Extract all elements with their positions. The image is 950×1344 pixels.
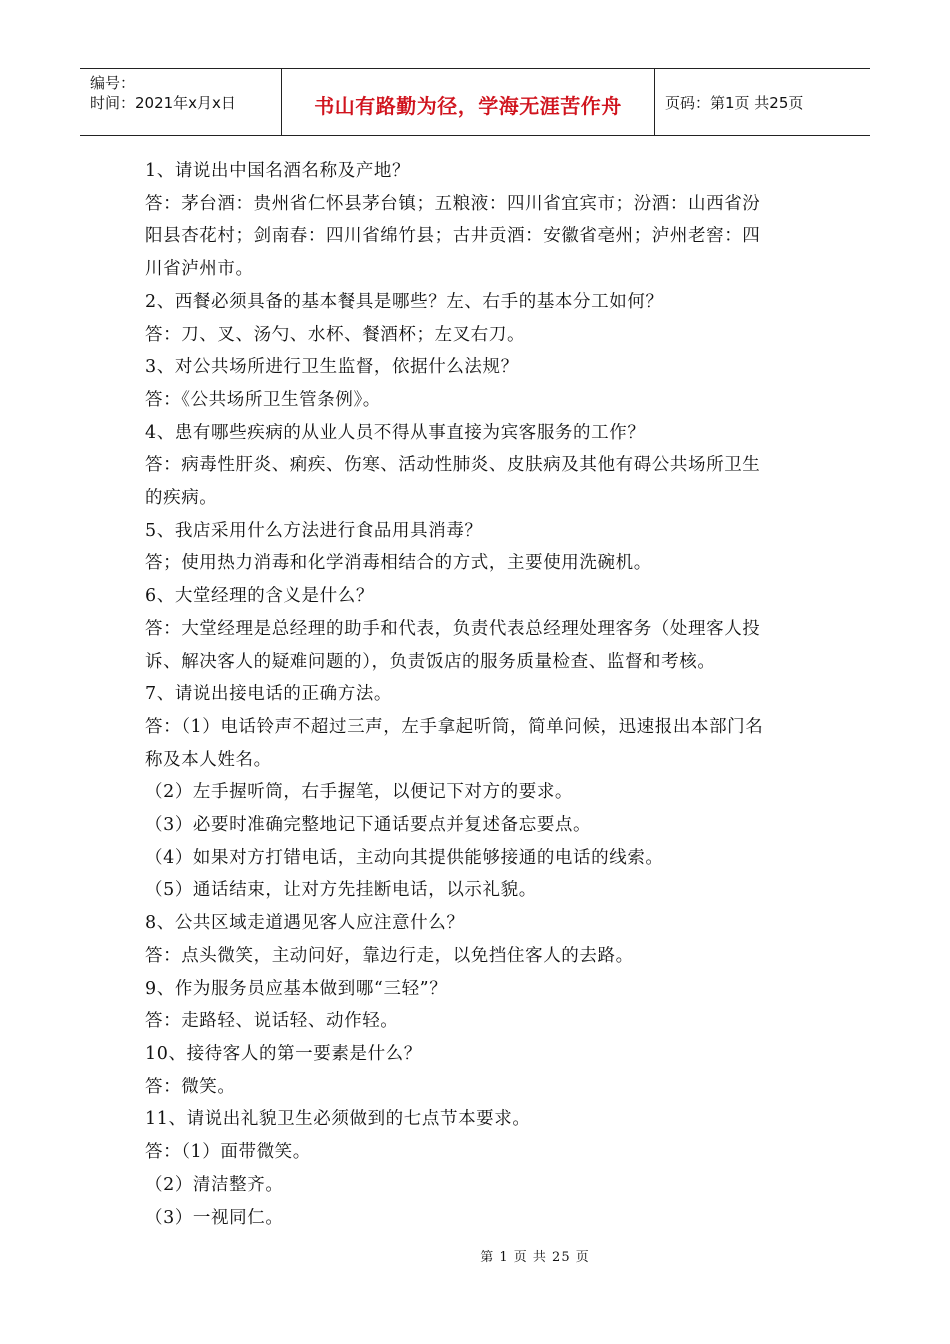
document-body bbox=[145, 155, 810, 1234]
body-line: 1、请说出中国名酒名称及产地？ bbox=[145, 161, 411, 181]
body-line: （2）清洁整齐。 bbox=[145, 1174, 284, 1195]
body-line: （5）通话结束，让对方先挂断电话，以示礼貌。 bbox=[145, 880, 537, 901]
page-footer: 第 1 页 共 25 页 bbox=[480, 1250, 590, 1265]
body-line: 7、请说出接电话的正确方法。 bbox=[145, 684, 393, 705]
body-line: 诉、解决客人的疑难问题的），负责饭店的服务质量检查、监督和考核。 bbox=[145, 651, 716, 672]
body-line: 答：刀、叉、汤勺、水杯、餐酒杯；左叉右刀。 bbox=[145, 324, 526, 345]
body-line: 6、大堂经理的含义是什么？ bbox=[145, 586, 374, 607]
header-meta-cell bbox=[80, 69, 282, 135]
body-line: 答；使用热力消毒和化学消毒相结合的方式，主要使用洗碗机。 bbox=[145, 553, 652, 574]
page-header bbox=[80, 68, 870, 136]
body-line: （2）左手握听筒，右手握笔，以便记下对方的要求。 bbox=[145, 782, 574, 803]
body-line: 答：茅台酒：贵州省仁怀县茅台镇；五粮液：四川省宜宾市；汾酒：山西省汾 bbox=[145, 193, 761, 214]
body-line: 答：（1）面带微笑。 bbox=[145, 1142, 311, 1163]
body-line: 11、请说出礼貌卫生必须做到的七点节本要求。 bbox=[145, 1109, 531, 1130]
body-line: 答：走路轻、说话轻、动作轻。 bbox=[145, 1011, 399, 1032]
body-line: 川省泸州市。 bbox=[145, 259, 254, 280]
body-line: 10、接待客人的第一要素是什么？ bbox=[145, 1043, 422, 1064]
body-line: （3）一视同仁。 bbox=[145, 1207, 284, 1228]
body-line: 5、我店采用什么方法进行食品用具消毒？ bbox=[145, 520, 483, 541]
body-line: 8、公共区域走道遇见客人应注意什么？ bbox=[145, 913, 465, 934]
body-line: 答：《公共场所卫生管条例》。 bbox=[145, 389, 381, 410]
body-line: 9、作为服务员应基本做到哪“三轻”？ bbox=[145, 978, 448, 999]
body-line: （4）如果对方打错电话，主动向其提供能够接通的电话的线索。 bbox=[145, 847, 664, 868]
body-line: 答：微笑。 bbox=[145, 1076, 236, 1097]
body-line: 答：病毒性肝炎、痢疾、伤寒、活动性肺炎、皮肤病及其他有碍公共场所卫生 bbox=[145, 455, 761, 476]
body-line: 答：（1）电话铃声不超过三声，左手拿起听筒，简单问候，迅速报出本部门名 bbox=[145, 716, 764, 737]
body-line: 答：点头微笑，主动问好，靠边行走，以免挡住客人的去路。 bbox=[145, 945, 634, 966]
document-date: 时间：2021年x月x日 bbox=[90, 94, 236, 112]
body-line: 的疾病。 bbox=[145, 488, 218, 509]
body-line: 称及本人姓名。 bbox=[145, 749, 272, 770]
header-page-info: 页码：第1页 共25页 bbox=[665, 93, 804, 112]
body-line: （3）必要时准确完整地记下通话要点并复述备忘要点。 bbox=[145, 815, 592, 836]
body-line: 阳县杏花村；剑南春：四川省绵竹县；古井贡酒：安徽省亳州；泸州老窖：四 bbox=[145, 226, 761, 247]
body-line: 3、对公共场所进行卫生监督，依据什么法规？ bbox=[145, 357, 519, 378]
body-line: 答：大堂经理是总经理的助手和代表，负责代表总经理处理客务（处理客人投 bbox=[145, 618, 761, 639]
body-line: 2、西餐必须具备的基本餐具是哪些？左、右手的基本分工如何？ bbox=[145, 291, 664, 312]
header-motto: 书山有路勤为径，学海无涯苦作舟 bbox=[282, 69, 655, 135]
body-line: 4、患有哪些疾病的从业人员不得从事直接为宾客服务的工作？ bbox=[145, 422, 646, 443]
document-number-label: 编号： bbox=[90, 74, 136, 92]
